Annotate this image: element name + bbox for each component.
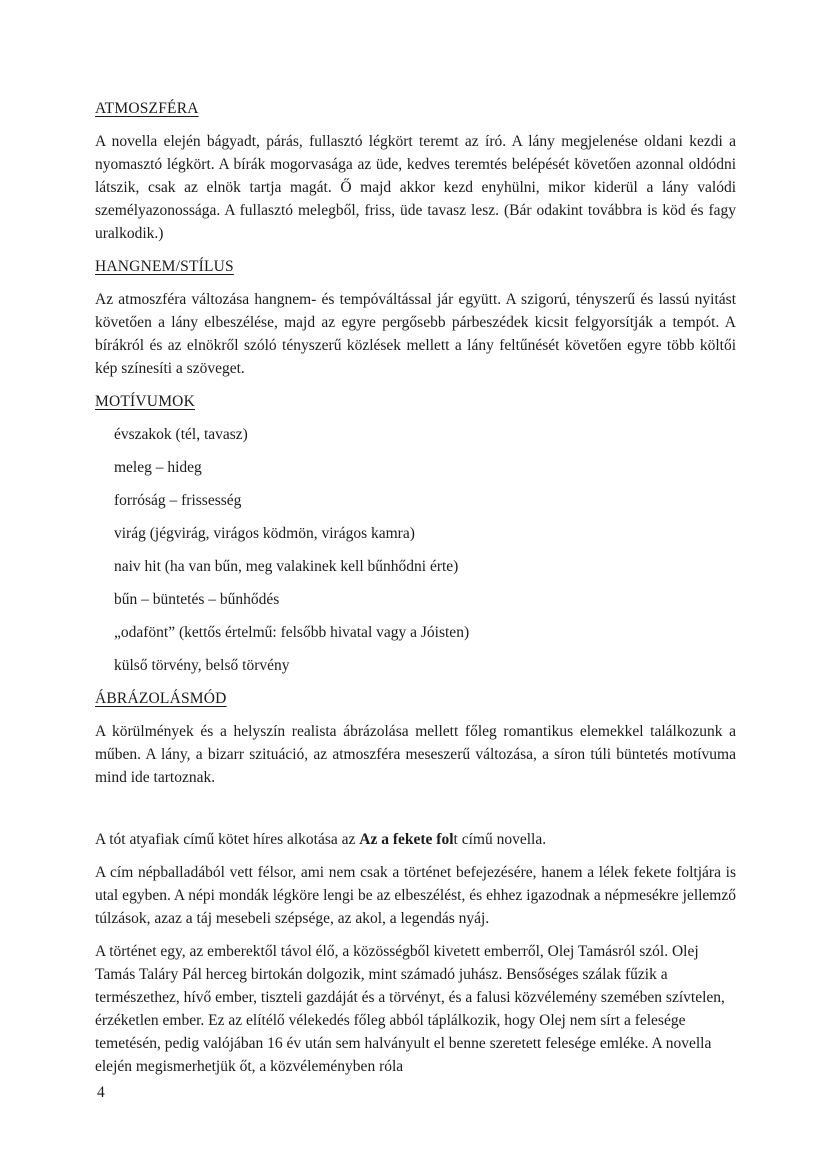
section-heading-atmoszfera: ATMOSZFÉRA [95, 100, 199, 117]
title-sentence-bold: Az a fekete fol [359, 831, 454, 848]
closing-paragraph-cim: A cím népballadából vett félsor, ami nem csak a történet befejezésére, hanem a lélek fekete foltjára is utal egyben. A népi mondák légköre lengi be az elbeszélést, és ehhez igazodnak a népmesékre jellemző túlzások, azaz a táj mesebeli szépsége, az akol, a legendás nyáj. [95, 864, 736, 927]
page-number: 4 [97, 1084, 105, 1101]
closing-title-sentence [95, 828, 736, 851]
section-abrazolasmod [95, 687, 736, 789]
motif-item-kulso-belso-torveny: külső törvény, belső törvény [114, 657, 290, 674]
section-heading-hangnem-stilus: HANGNEM/STÍLUS [95, 258, 234, 275]
section-atmoszfera [95, 97, 736, 245]
section-motivumok [95, 390, 736, 677]
motif-item-bun-buntetes: bűn – büntetés – bűnhődés [114, 591, 280, 608]
section-heading-abrazolasmod: ÁBRÁZOLÁSMÓD [95, 690, 227, 707]
abrazolasmod-paragraph: A körülmények és a helyszín realista ábrázolása mellett főleg romantikus elemekkel találkozunk a műben. A lány, a bizarr szituáció, az atmoszféra meseszerű változása, a síron túli büntetés motívuma mind ide tartoznak. [95, 723, 736, 786]
motif-item-virag: virág (jégvirág, virágos ködmön, virágos kamra) [114, 525, 415, 542]
document-page [95, 97, 736, 1088]
motif-list [95, 423, 736, 677]
motif-item-naiv-hit: naiv hit (ha van bűn, meg valakinek kell bűnhődni érte) [114, 558, 459, 575]
title-sentence-suffix: t című novella. [453, 831, 547, 848]
motif-item-odafont: „odafönt” (kettős értelmű: felsőbb hivatal vagy a Jóisten) [114, 624, 470, 641]
section-heading-motivumok: MOTÍVUMOK [95, 393, 195, 410]
section-az-a-fekete-folt [95, 828, 736, 1078]
motif-item-forrosag-frissesseg: forróság – frissesség [114, 492, 242, 509]
hangnem-paragraph: Az atmoszféra változása hangnem- és tempóváltással jár együtt. A szigorú, tényszerű és lassú nyitást követően a lány elbeszélése, majd az egyre pergősebb párbeszédek kicsit felgyorsítják a tempót. A bírákról és az elnökről szóló tényszerű közlések mellett a lány feltűnését követően egyre több költői kép színesíti a szöveget. [95, 291, 736, 377]
atmoszfera-paragraph: A novella elején bágyadt, párás, fullasztó légkört teremt az író. A lány megjelenése oldani kezdi a nyomasztó légkört. A bírák mogorvasága az üde, kedves teremtés belépését követően azonnal oldódni látszik, csak az elnök tartja magát. Ő majd akkor kezd enyhülni, mikor kiderül a lány valódi személyazonossága. A fullasztó melegből, friss, üde tavasz lesz. (Bár odakint továbbra is köd és fagy uralkodik.) [95, 133, 736, 242]
title-sentence-prefix: A tót atyafiak című kötet híres alkotása az [95, 831, 360, 848]
closing-paragraph-tortenet: A történet egy, az emberektől távol élő, a közösségből kivetett emberről, Olej Tamásról szól. Olej Tamás Taláry Pál herceg birtokán dolgozik, mint számadó juhász. Bensőséges szálak fűzik a természethez, hívő ember, tiszteli gazdáját és a törvényt, és a falusi közvélemény szemében szívtelen, érzéketlen ember. Ez az elítélő vélekedés főleg abból táplálkozik, hogy Olej nem sírt a felesége temetésén, pedig valójában 16 év után sem halványult el benne szeretett felesége emléke. A novella elején megismerhetjük őt, a közvéleményben róla [95, 943, 725, 1075]
motif-item-meleg-hideg: meleg – hideg [114, 459, 202, 476]
section-hangnem-stilus [95, 255, 736, 380]
motif-item-evszakok: évszakok (tél, tavasz) [114, 426, 248, 443]
